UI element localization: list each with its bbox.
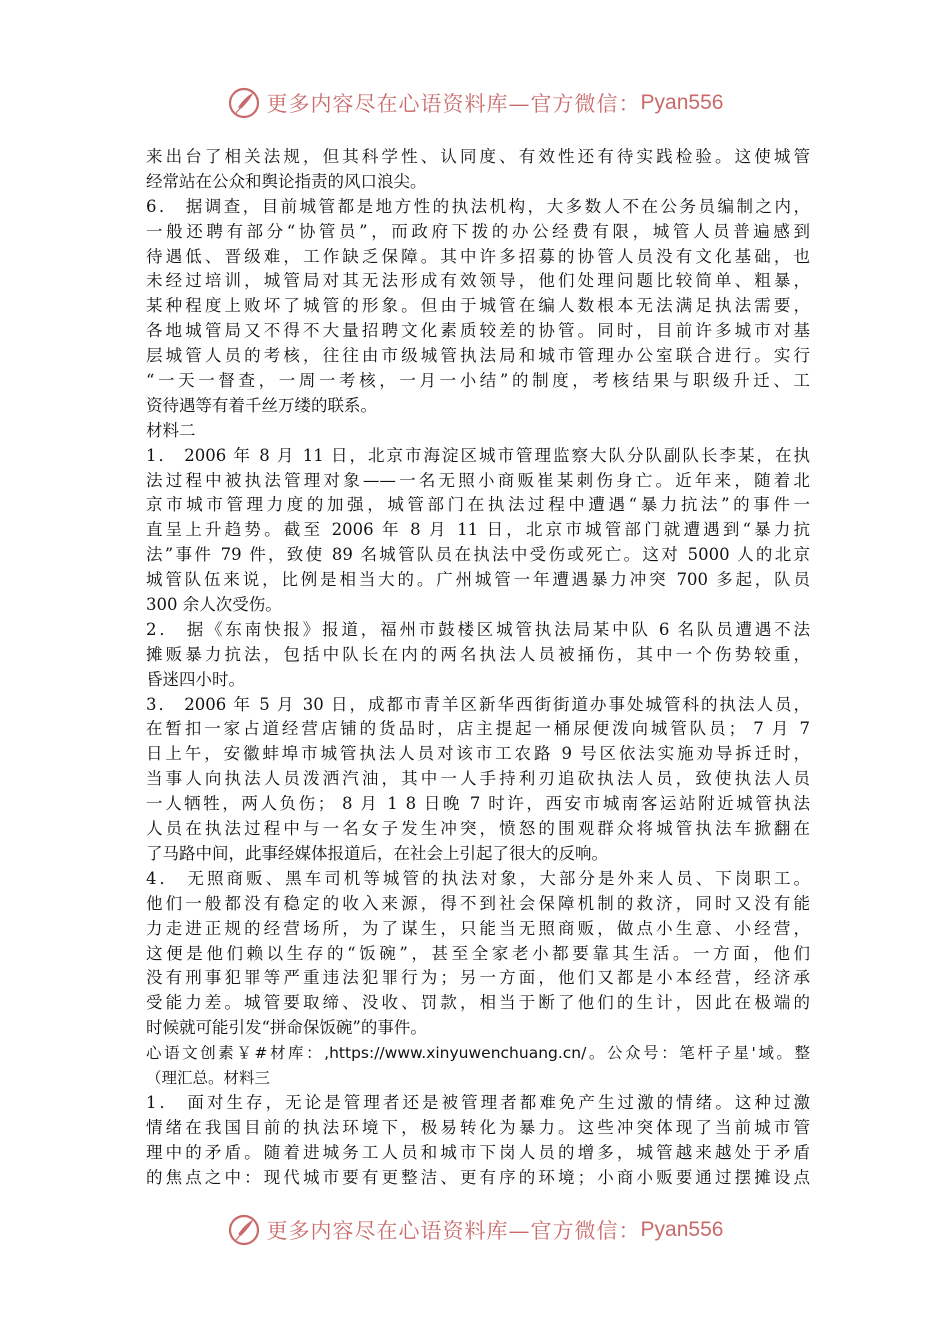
text-line: 他们一般都没有稳定的收入来源，得不到社会保障机制的救济，同时又没有能: [146, 893, 810, 913]
text-line: 城管队伍来说，比例是相当大的。广州城管一年遭遇暴力冲突 700 多起，队员: [146, 570, 810, 590]
text-line: 没有刑事犯罪等严重违法犯罪行为；另一方面，他们又都是小本经营，经济承: [146, 968, 810, 988]
quill-logo-icon: [227, 1213, 261, 1247]
text-line: 日上午，安徽蚌埠市城管执法人员对该市工农路 9 号区依法实施劝导拆迁时，: [146, 744, 810, 764]
text-line: 法”事件 79 件，致使 89 名城管队员在执法中受伤或死亡。这对 5000 人的北京: [146, 545, 810, 565]
text-line: 摊贩暴力抗法，包括中队长在内的两名执法人员被捅伤，其中一个伤势较重，: [146, 644, 810, 664]
text-line: 各地城管局又不得不大量招聘文化素质较差的协管。同时，目前许多城市对基: [146, 321, 810, 341]
text-line: 4． 无照商贩、黑车司机等城管的执法对象，大部分是外来人员、下岗职工。: [146, 868, 810, 888]
text-line: 力走进正规的经营场所，为了谋生，只能当无照商贩，做点小生意、小经营，: [146, 918, 810, 938]
text-line: 一人牺牲，两人负伤； 8 月 1 8 日晚 7 时许，西安市城南客运站附近城管执法: [146, 794, 810, 814]
text-line: 300 余人次受伤。: [146, 595, 282, 615]
header-banner: [0, 83, 950, 123]
text-line: 3． 2006 年 5 月 30 日，成都市青羊区新华西街街道办事处城管科的执法人员，: [146, 694, 810, 714]
text-line: 当事人向执法人员泼洒汽油，其中一人手持利刃追砍执法人员，致使执法人员: [146, 769, 810, 789]
text-line: 时候就可能引发“拼命保饭碗”的事件。: [146, 1018, 427, 1038]
text-line: 1． 面对生存，无论是管理者还是被管理者都难免产生过激的情绪。这种过激: [146, 1092, 810, 1112]
text-line: 情绪在我国目前的执法环境下，极易转化为暴力。这些冲突体现了当前城市管: [146, 1117, 810, 1137]
banner-wechat-id: Pyan556: [640, 1218, 724, 1241]
banner-text: 更多内容尽在心语资料库—官方微信：: [266, 92, 641, 116]
text-line: 待遇低、晋级难，工作缺乏保障。其中许多招募的协管人员没有文化基础，也: [146, 246, 810, 266]
text-line: 某种程度上败坏了城管的形象。但由于城管在编人数根本无法满足执法需要，: [146, 296, 810, 316]
banner-wechat-id: Pyan556: [640, 91, 724, 114]
text-line: 昏迷四小时。: [146, 669, 245, 689]
text-line: 2． 据《东南快报》报道，福州市鼓楼区城管执法局某中队 6 名队员遭遇不法: [146, 619, 810, 639]
text-line: 1． 2006 年 8 月 11 日，北京市海淀区城市管理监察大队分队副队长李某，在执: [146, 445, 810, 465]
text-line: 层城管人员的考核，往往由市级城管执法局和城市管理办公室联合进行。实行: [146, 346, 810, 366]
text-line: 这便是他们赖以生存的“饭碗”，甚至全家老小都要靠其生活。一方面，他们: [146, 943, 810, 963]
text-line: 人员在执法过程中与一名女子发生冲突，愤怒的围观群众将城管执法车掀翻在: [146, 819, 810, 839]
text-line: 心语文创素￥#材库：,https://www.xinyuwenchuang.cn/。公众号：笔杆子星'域。整: [146, 1044, 810, 1063]
text-line: 6． 据调查，目前城管都是地方性的执法机构，大多数人不在公务员编制之内，: [146, 196, 810, 216]
text-line: 在暂扣一家占道经营店铺的货品时，店主提起一桶尿便泼向城管队员； 7 月 7: [146, 719, 810, 739]
text-line: 理中的矛盾。随着进城务工人员和城市下岗人员的增多，城管越来越处于矛盾: [146, 1142, 810, 1162]
text-line: “一天一督查，一周一考核，一月一小结”的制度，考核结果与职级升迁、工: [146, 371, 810, 391]
text-line: 京市城市管理力度的加强，城管部门在执法过程中遭遇“暴力抗法”的事件一: [146, 495, 810, 515]
body-text: [146, 145, 810, 1190]
banner-text: 更多内容尽在心语资料库—官方微信：: [266, 1219, 641, 1243]
text-line: 法过程中被执法管理对象——一名无照小商贩崔某刺伤身亡。近年来，随着北: [146, 470, 810, 490]
footer-banner: [0, 1210, 950, 1250]
text-line: 一般还聘有部分“协管员”，而政府下拨的办公经费有限，城管人员普遍感到: [146, 221, 810, 241]
text-line: （理汇总。材料三: [146, 1068, 271, 1087]
text-line: 资待遇等有着千丝万缕的联系。: [146, 395, 377, 415]
text-line: 经常站在公众和舆论指责的风口浪尖。: [146, 171, 427, 191]
text-line: 材料二: [146, 420, 196, 440]
text-line: 的焦点之中：现代城市要有更整洁、更有序的环境；小商小贩要通过摆摊设点: [146, 1167, 810, 1187]
text-line: 来出台了相关法规，但其科学性、认同度、有效性还有待实践检验。这使城管: [146, 147, 810, 166]
text-line: 未经过培训，城管局对其无法形成有效领导，他们处理问题比较简单、粗暴，: [146, 271, 810, 291]
text-line: 了马路中间，此事经媒体报道后，在社会上引起了很大的反响。: [146, 843, 608, 863]
text-line: 直呈上升趋势。截至 2006 年 8 月 11 日，北京市城管部门就遭遇到“暴力抗: [146, 520, 810, 540]
text-line: 受能力差。城管要取缔、没收、罚款，相当于断了他们的生计，因此在极端的: [146, 993, 810, 1013]
quill-logo-icon: [227, 86, 261, 120]
